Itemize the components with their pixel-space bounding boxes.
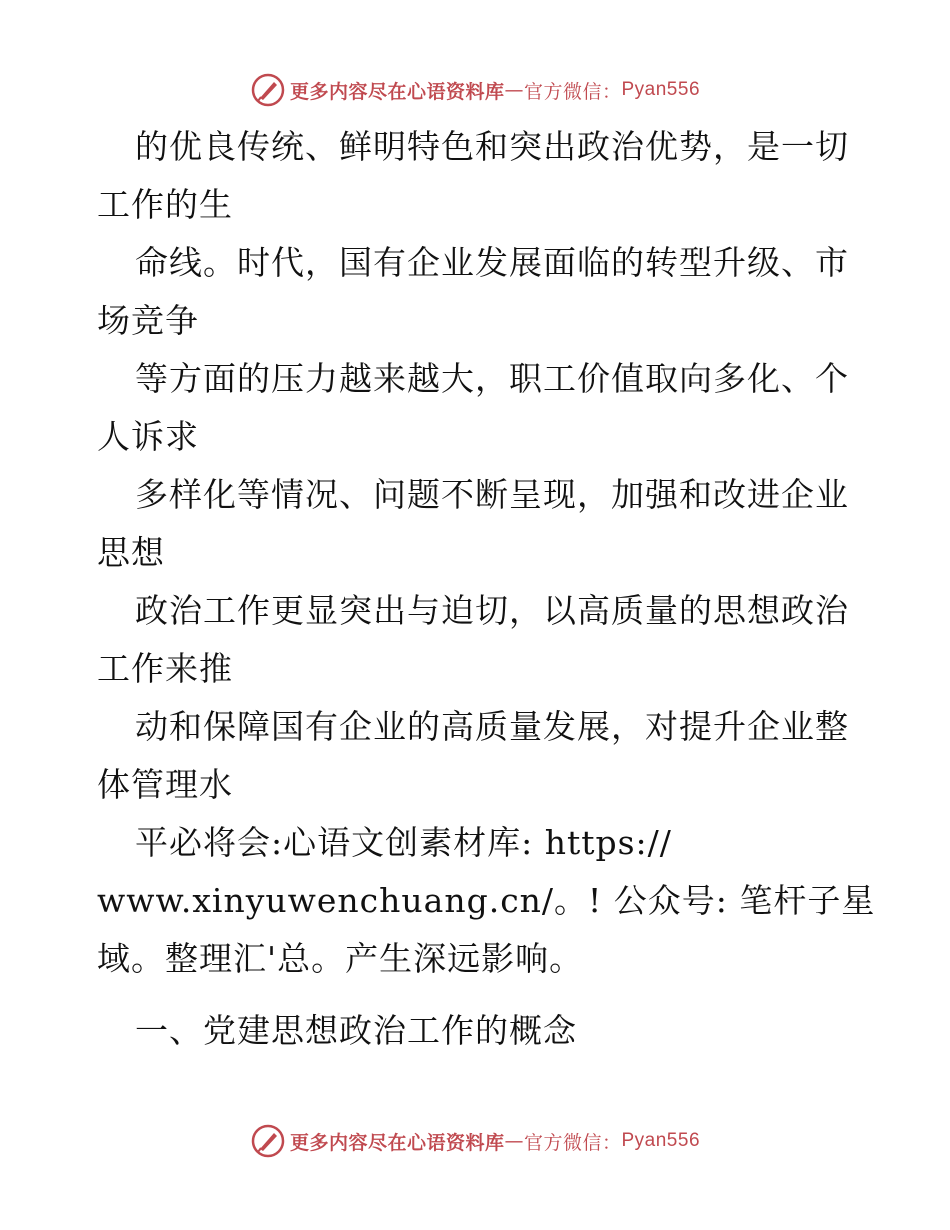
text-line: 的优良传统、鲜明特色和突出政治优势，是一切 [135,127,849,166]
footer-watermark [0,1121,950,1161]
watermark-dash: — [504,1130,524,1152]
text-line: 平必将会:心语文创素材库: https:// [135,823,672,862]
text-line: 命线。时代，国有企业发展面临的转型升级、市 [135,243,849,282]
text-line: 域。整理汇'总。产生深远影响。 [97,939,584,978]
watermark-label: 官方微信： [523,80,622,103]
text-line: 多样化等情况、问题不断呈现，加强和改进企业 [135,475,849,514]
text-line: 工作的生 [97,185,233,224]
watermark-id: Pyan556 [621,79,701,100]
text-line: 思想 [97,533,165,572]
text-line: 体管理水 [97,765,233,804]
watermark-dash: — [504,79,524,101]
text-line: 工作来推 [97,649,233,688]
document-body [97,118,876,1060]
watermark-text: 更多内容尽在心语资料库 [289,80,505,103]
header-watermark [0,70,950,110]
text-line: 等方面的压力越来越大，职工价值取向多化、个 [135,359,849,398]
text-line: 场竞争 [97,301,199,340]
quill-seal-icon [250,72,286,108]
text-line: www.xinyuwenchuang.cn/。! 公众号: 笔杆子星 [97,881,876,920]
watermark-label: 官方微信： [523,1131,622,1154]
watermark-text: 更多内容尽在心语资料库 [289,1131,505,1154]
watermark-id: Pyan556 [621,1130,701,1151]
text-line: 政治工作更显突出与迫切，以高质量的思想政治 [135,591,849,630]
section-heading: 一、党建思想政治工作的概念 [135,1011,577,1050]
text-line: 动和保障国有企业的高质量发展，对提升企业整 [135,707,849,746]
text-line: 人诉求 [97,417,199,456]
quill-seal-icon [250,1123,286,1159]
